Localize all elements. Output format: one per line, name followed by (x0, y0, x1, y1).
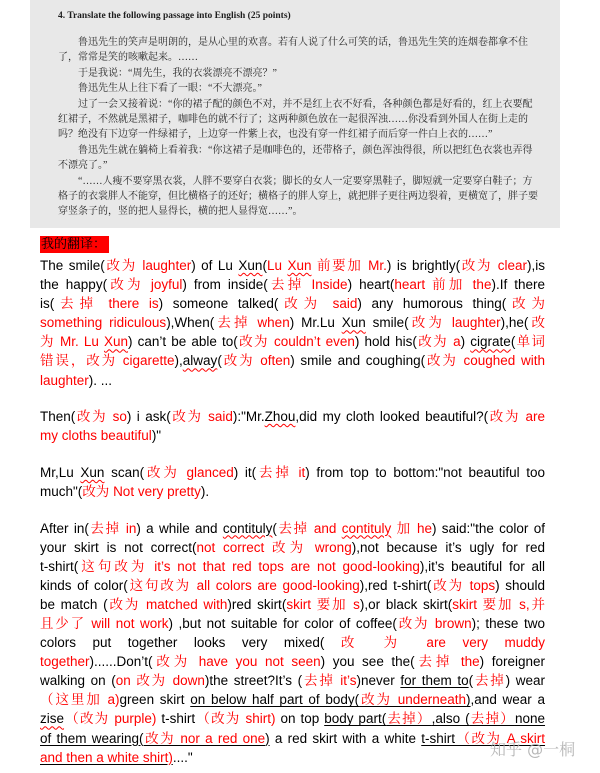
correction-text: 去掉 Inside (267, 277, 348, 293)
translation-line (40, 709, 545, 728)
scanned-exam-question (30, 0, 560, 228)
passage-line: 鲁迅先生就在躺椅上看着我：“你这裙子是咖啡色的，还带格子，颜色浑浊得很，所以把红色衣裳也弄得 (78, 144, 533, 156)
correction-text: 错误，改为 cigarette (40, 353, 175, 369)
original-text: ) (460, 334, 471, 350)
correction-text: 去掉） (386, 711, 432, 727)
original-text: much"( (40, 483, 83, 499)
correction-text: contituly (341, 520, 392, 536)
original-text: t-shirt( (40, 558, 79, 574)
passage-line: 过了一会又接着说：“你的裙子配的颜色不对，并不是红上衣不好看，各种颜色都是好看的，红上衣要配 (78, 98, 533, 110)
correction-text: 改为 nor a red one (143, 730, 266, 746)
passage-line: 于是我说：“周先生，我的衣裳漂亮不漂亮？” (78, 67, 277, 79)
correction-text: 去掉 the (414, 654, 480, 670)
correction-text: skirt 要加 s (286, 596, 360, 612)
original-text: ),red t-shirt( (359, 577, 432, 593)
translation-line (40, 652, 545, 671)
correction-text: 前要加 Mr. (311, 258, 387, 273)
original-text: ) ,but not suitable for color of coffee( (168, 616, 397, 631)
original-text: ( (510, 334, 516, 350)
correction-text: 改 为 are very muddy (324, 635, 545, 651)
original-text: Xun (341, 315, 366, 331)
correction-text: 改 (528, 315, 546, 331)
passage-line: 了，常常是笑的咳嗽起来。…… (58, 52, 198, 64)
passage-line: 红裙子，不然就是黑裙子，咖啡色的就不行了；这两种颜色放在一起很浑浊……你没看到外国人在街上走的 (58, 113, 528, 125)
translation-line (40, 729, 545, 748)
correction-text: laughter (40, 372, 89, 388)
original-text: ), (174, 353, 183, 369)
translation-line (40, 313, 545, 332)
original-text: ) heart( (347, 277, 395, 293)
passage-line: 吗？绝没有下边穿一件绿裙子，上边穿一件紫上衣，也没有穿一件红裙子而后穿一件白上衣的……” (58, 129, 493, 141)
original-text: ),it’s beautiful for all (419, 558, 545, 574)
question-title: 4. Translate the following passage into English (25 points) (58, 11, 291, 21)
original-text: ) any humorous thing( (357, 296, 507, 312)
correction-text: 改为 brown (396, 616, 472, 631)
translation-body (40, 256, 545, 773)
original-text: on below half part of body( (190, 692, 360, 708)
passage-line: 不漂亮了。” (58, 160, 108, 172)
original-text: ),not because it’s ugly for red (351, 539, 545, 555)
correction-text: 且少了 will not work (40, 616, 169, 631)
original-text: the happy( (40, 277, 108, 293)
translation-line (40, 633, 545, 652)
original-text: After in( (40, 520, 89, 536)
correction-text: 改为 tops (431, 577, 496, 593)
original-text: ). (200, 483, 210, 499)
original-text: contituly (222, 520, 273, 536)
original-text: ) is brightly( (386, 258, 461, 273)
passage-line: 穿竖条子的，竖的把人显得长，横的把人显得宽……”。 (58, 206, 303, 218)
correction-text: 改为 joyful (107, 277, 183, 293)
correction-text: 改为 often (221, 353, 291, 369)
translation-line (40, 426, 545, 445)
passage-paragraph (58, 81, 536, 96)
correction-text: 去掉 it (256, 464, 306, 480)
original-text: body part( (324, 711, 387, 727)
translation-paragraph (40, 256, 545, 390)
correction-text: 去掉 in (88, 520, 137, 536)
original-text: ) wear (505, 673, 545, 689)
original-text: of them wearing( (40, 730, 144, 746)
correction-text: 改为 underneath (359, 692, 467, 708)
original-text: ,did my cloth looked beautiful?( (295, 409, 489, 425)
correction-text: 改为 have you not seen (152, 654, 321, 670)
passage-line: “……人瘦不要穿黑衣裳，人胖不要穿白衣裳；脚长的女人一定要穿黑鞋子，脚短就一定要穿白鞋子；方 (78, 175, 533, 187)
watermark: 知乎 @一桐 (490, 740, 576, 759)
correction-text: 单词 (515, 334, 546, 350)
passage-paragraph (58, 66, 536, 81)
translation-line (40, 332, 545, 351)
translation-line (40, 519, 545, 538)
original-text: ) it( (233, 464, 257, 480)
original-text: ,and wear a (470, 692, 546, 708)
original-text: ( (272, 520, 277, 536)
original-text: be match ( (40, 596, 108, 612)
correction-text: 这句改为 all colors are good-looking (127, 577, 360, 593)
translation-line (40, 690, 545, 709)
original-text: a red skirt with a white (269, 730, 422, 746)
original-text: ) from inside( (182, 277, 268, 293)
original-text: walking on ( (40, 673, 116, 689)
original-text: Xun (238, 258, 263, 273)
original-text: your skirt is not correct( (40, 539, 197, 555)
original-text: ) of Lu (191, 258, 239, 273)
correction-text: 改为 laughter (104, 258, 192, 273)
original-text: Mr,Lu (40, 464, 81, 480)
correction-text: 改为 laughter (408, 315, 501, 331)
correction-text: 改为 Not very pretty (82, 483, 201, 499)
correction-text: 改为 (506, 296, 545, 312)
correction-text: 改为 so (75, 409, 127, 425)
original-text: ). ... (88, 372, 113, 388)
translation-line (40, 294, 545, 313)
correction-text: on 改为 down (115, 673, 205, 689)
original-text: ) smile and coughing( (290, 353, 426, 369)
original-text: )" (151, 428, 162, 444)
original-text: ) said:"the color of (431, 520, 545, 536)
correction-text: my cloths beautiful (40, 428, 152, 444)
original-text: t-shirt (421, 730, 455, 746)
passage-paragraph (58, 97, 536, 143)
translation-line (40, 671, 545, 690)
translation-line (40, 748, 545, 767)
correction-text: together (40, 654, 90, 670)
correction-text: 去掉 there is (54, 296, 159, 312)
translation-line (40, 614, 545, 633)
original-text: ); these two (471, 616, 545, 631)
original-text: scan( (104, 464, 145, 480)
original-text: ).If there (491, 277, 545, 293)
original-text: The smile( (40, 258, 105, 273)
passage-line: 鲁迅先生从上往下看了一眼：“不大漂亮。” (78, 83, 262, 95)
original-text: ):"Mr. (232, 409, 265, 425)
original-text: ),When( (166, 315, 215, 331)
correction-text: heart 前加 the (394, 277, 492, 293)
correction-text: （改为 purple) (64, 711, 157, 727)
correction-text: 改为 are (488, 409, 546, 425)
correction-text: 加 he (391, 520, 432, 536)
original-text: ...." (172, 749, 193, 765)
correction-text: not correct 改为 wrong (196, 539, 352, 555)
original-text: green skirt (119, 692, 191, 708)
passage-paragraph (58, 143, 536, 174)
original-text: ) from top to bottom:"not beautiful too (305, 464, 545, 480)
original-text: ),he( (500, 315, 529, 331)
passage-paragraph (58, 35, 536, 66)
original-text: ) (466, 692, 471, 708)
correction-text: 去掉 and (276, 520, 342, 536)
correction-text: 这句改为 it’s not that red tops are not good-looking (78, 558, 420, 574)
translation-line (40, 557, 545, 576)
original-text: none (514, 711, 546, 727)
correction-text: （这里加 a) (40, 692, 120, 708)
passage-line: 鲁迅先生的笑声是明朗的，是从心里的欢喜。若有人说了什么可笑的话，鲁迅先生笑的连烟卷都拿不住 (78, 37, 528, 48)
correction-text: 去掉 when (214, 315, 290, 331)
original-text: ) a while and (136, 520, 223, 536)
original-text: ) foreigner (479, 654, 545, 670)
translation-paragraph (40, 463, 545, 501)
chinese-passage (58, 35, 536, 220)
original-text: ) hold his( (354, 334, 417, 350)
translation-line (40, 407, 545, 426)
correction-text: 改为 said (170, 409, 233, 425)
correction-text: 去掉） (469, 711, 515, 727)
correction-text: 改为 couldn’t even (237, 334, 355, 350)
correction-text: 改为 said (278, 296, 358, 312)
translation-line (40, 351, 545, 370)
original-text: ) should (495, 577, 545, 593)
correction-text: 改为 matched with (107, 596, 228, 612)
correction-text: 改为 clear (460, 258, 527, 273)
original-text: )never (356, 673, 401, 689)
translation-paragraph (40, 519, 545, 767)
correction-text: 改为 a (416, 334, 461, 350)
correction-text: skirt 要加 s,并 (452, 596, 546, 612)
original-text: ( (217, 353, 222, 369)
original-text: )......Don’t( (89, 654, 153, 670)
correction-text: （改为 A skirt (454, 730, 546, 746)
original-text: colors put together looks very mixed( (40, 635, 325, 651)
original-text: ) can’t be able to( (128, 334, 238, 350)
passage-line: 格子的衣裳胖人不能穿，但比横格子的还好；横格子的胖人穿上，就把胖子更往两边裂着，更横宽了，胖子要 (58, 190, 538, 202)
correction-text: something ridiculous (40, 315, 167, 331)
original-text: ( (262, 258, 267, 273)
translation-line (40, 275, 545, 294)
correction-text: 改为 glanced (144, 464, 234, 480)
correction-text: Lu (266, 258, 288, 273)
correction-text: Xun (287, 258, 312, 273)
translation-line (40, 482, 545, 501)
original-text: alway (182, 353, 218, 369)
original-text: ),is (527, 258, 545, 273)
original-text: Xun (80, 464, 105, 480)
original-text: ,also ( (431, 711, 470, 727)
original-text: )red skirt( (227, 596, 287, 612)
original-text: Zhou (264, 409, 296, 425)
original-text: ),or black skirt( (359, 596, 453, 612)
correction-text: and then a white shirt) (40, 749, 173, 765)
my-translation-label: 我的翻译： (40, 236, 109, 253)
original-text: Then( (40, 409, 76, 425)
translation-line (40, 463, 545, 482)
original-text: )the street?It’s ( (204, 673, 303, 689)
original-text: is( (40, 296, 55, 312)
original-text: kinds of color( (40, 577, 128, 593)
original-text: t-shirt (156, 711, 196, 727)
original-text: for them to (400, 673, 469, 689)
translation-line (40, 256, 545, 275)
translation-line (40, 576, 545, 595)
passage-paragraph (58, 174, 536, 220)
correction-text: Xun (103, 334, 129, 350)
translation-line (40, 595, 545, 614)
original-text: zise (40, 711, 65, 727)
correction-text: 去掉 (473, 673, 506, 689)
translation-paragraph (40, 407, 545, 445)
original-text: ) you see the( (320, 654, 415, 670)
correction-text: （改为 shirt) (195, 711, 276, 727)
original-text: cigrate (470, 334, 511, 350)
original-text: ) i ask( (126, 409, 171, 425)
original-text: on top (275, 711, 325, 727)
translation-line (40, 538, 545, 557)
original-text: ) someone talked( (158, 296, 279, 312)
original-text: ( (468, 673, 474, 689)
original-text: smile( (365, 315, 409, 331)
correction-text: 去掉 it’s (302, 673, 357, 689)
correction-text: 改为 coughed with (425, 353, 545, 369)
original-text: ) (265, 730, 270, 746)
original-text: ) Mr.Lu (289, 315, 342, 331)
translation-line (40, 371, 545, 390)
correction-text: 为 Mr. Lu (40, 334, 104, 350)
